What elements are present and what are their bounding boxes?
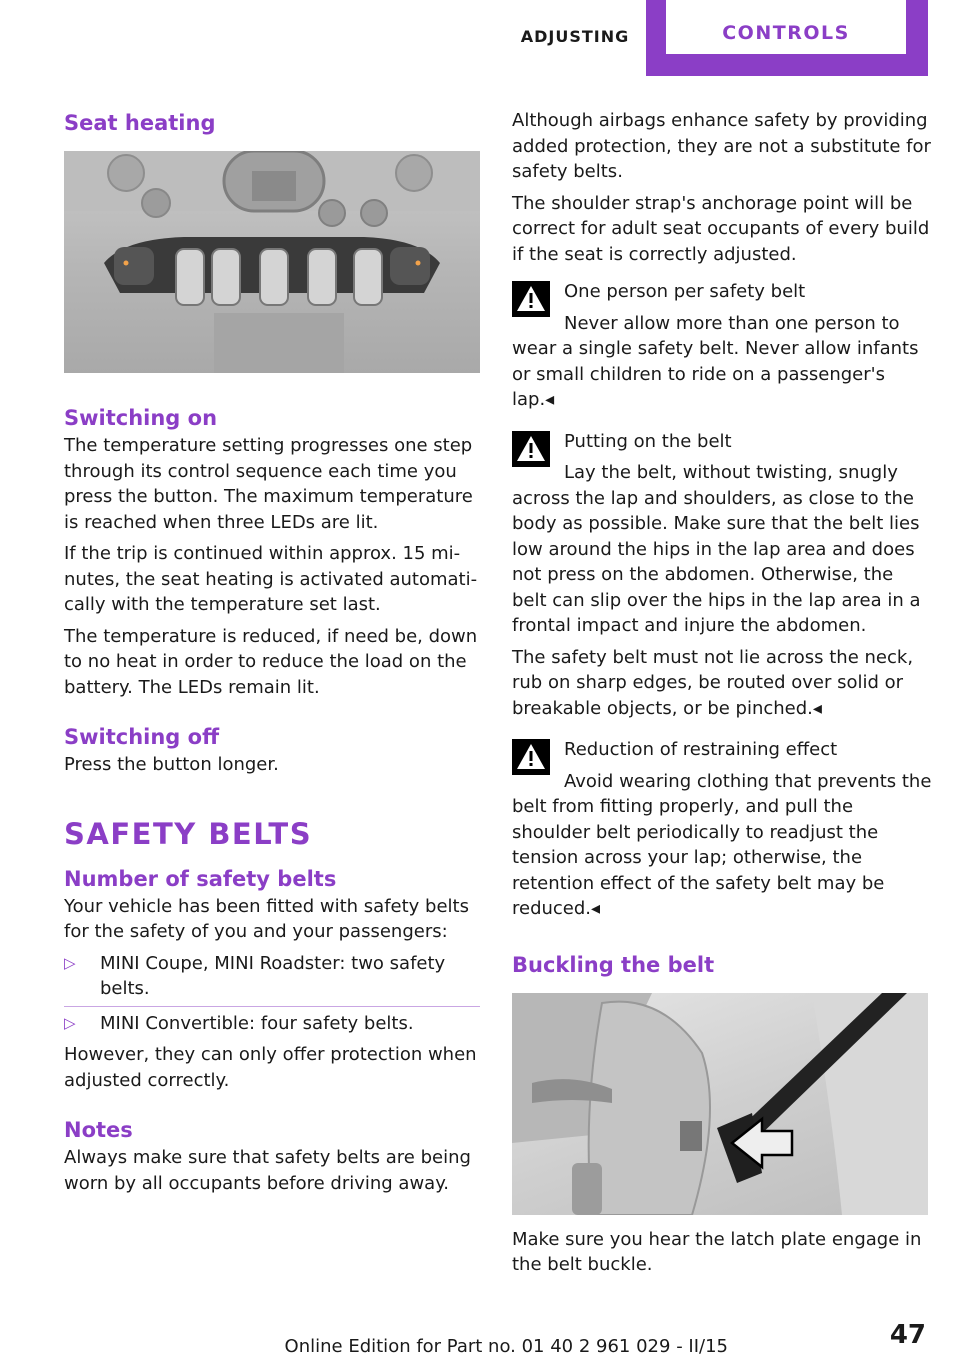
- switching-off-heading: Switching off: [64, 725, 220, 749]
- left-column: [64, 108, 480, 1196]
- triangle-bullet-icon: ▷: [64, 953, 76, 972]
- number-of-belts-heading: Number of safety belts: [64, 866, 337, 891]
- header-section-tab: [506, 0, 644, 72]
- number-of-belts-paragraph-1: Your vehicle has been fitted with safety belts for the safety of you and your passengers:: [64, 895, 469, 942]
- switching-on-paragraph-2: If the trip is continued within approx. 15 minutes, the seat heating is activated automatically with the temperature set last.: [64, 543, 478, 615]
- notes-paragraph: Always make sure that safety belts are being worn by all occupants before driving away.: [64, 1147, 471, 1194]
- warning-one-person: [512, 279, 932, 413]
- seat-heating-heading: Seat heating: [64, 111, 216, 135]
- page-footer: [0, 1320, 960, 1360]
- buckling-paragraph: Make sure you hear the latch plate engage in the belt buckle.: [512, 1228, 922, 1275]
- warning-one-person-title: One person per safety belt: [564, 281, 806, 302]
- warning-triangle-icon: [512, 431, 550, 467]
- warning-restraining: [512, 737, 932, 922]
- safety-belts-heading: SAFETY BELTS: [64, 816, 313, 851]
- header-section-label: ADJUSTING: [520, 27, 630, 46]
- edition-text: Online Edition for Part no. 01 40 2 961 029 - II/15: [284, 1336, 728, 1357]
- warning-one-person-body: Never allow more than one person to wear a single safety belt. Never allow infants or small children to ride on a passenger's lap.◂: [512, 312, 919, 410]
- bullet-item: [64, 1011, 480, 1037]
- page-number: 47: [889, 1320, 926, 1350]
- header-chapter-tab: [646, 0, 928, 76]
- warning-triangle-icon: [512, 739, 550, 775]
- switching-on-heading: Switching on: [64, 406, 218, 430]
- warning-triangle-icon: [512, 281, 550, 317]
- switching-on-paragraph-3: The temperature is reduced, if need be, down to no heat in order to reduce the load on the battery. The LEDs remain lit.: [64, 625, 478, 698]
- header-chapter-label: CONTROLS: [722, 22, 850, 44]
- neck-paragraph: The safety belt must not lie across the neck, rub on sharp edges, be routed over solid or breakable objects, or be pinched.◂: [512, 646, 914, 719]
- buckling-image: [512, 993, 928, 1215]
- header-chapter-inner: [666, 0, 906, 54]
- bullet-item-text: MINI Convertible: four safety belts.: [100, 1012, 414, 1034]
- notes-heading: Notes: [64, 1118, 133, 1142]
- warning-putting-on: [512, 429, 932, 639]
- seat-heating-illustration: [64, 151, 480, 373]
- number-of-belts-paragraph-2: However, they can only offer protection when adjusted correctly.: [64, 1044, 477, 1091]
- airbags-paragraph: Although airbags enhance safety by providing added protection, they are not a substitute for safety belts.: [512, 110, 931, 182]
- warning-restraining-title: Reduction of restraining effect: [564, 739, 838, 760]
- seat-heating-image: [64, 151, 480, 373]
- buckling-illustration: [512, 993, 928, 1215]
- warning-putting-on-title: Putting on the belt: [564, 430, 732, 452]
- right-column: [512, 108, 932, 1278]
- bullet-item: [64, 951, 480, 1002]
- warning-putting-on-body: Lay the belt, without twisting, snugly across the lap and shoulders, as close to the body as possible. Make sure that the belt lies low around the hips in the lap area and does not press on the abdomen. Otherwise, the belt can slip over the hips in the lap area in a frontal impact and injure the abdomen.: [512, 462, 921, 636]
- warning-restraining-body: Avoid wearing clothing that prevents the belt from fitting properly, and pull the shoulder belt periodically to readjust the tension across your lap; otherwise, the retention effect of the safety belt may be reduced.◂: [512, 770, 932, 919]
- anchorage-paragraph: The shoulder strap's anchorage point will be correct for adult seat occupants of every build if the seat is correctly adjusted.: [512, 192, 930, 265]
- switching-on-paragraph-1: The temperature setting progresses one step through its control sequence each time you press the button. The maximum temperature is reached when three LEDs are lit.: [64, 435, 473, 533]
- buckling-heading: Buckling the belt: [512, 952, 715, 977]
- switching-off-paragraph: Press the button longer.: [64, 754, 279, 775]
- bullet-divider: [64, 1006, 480, 1007]
- triangle-bullet-icon: ▷: [64, 1013, 76, 1032]
- bullet-item-text: MINI Coupe, MINI Roadster: two safety belts.: [100, 952, 446, 999]
